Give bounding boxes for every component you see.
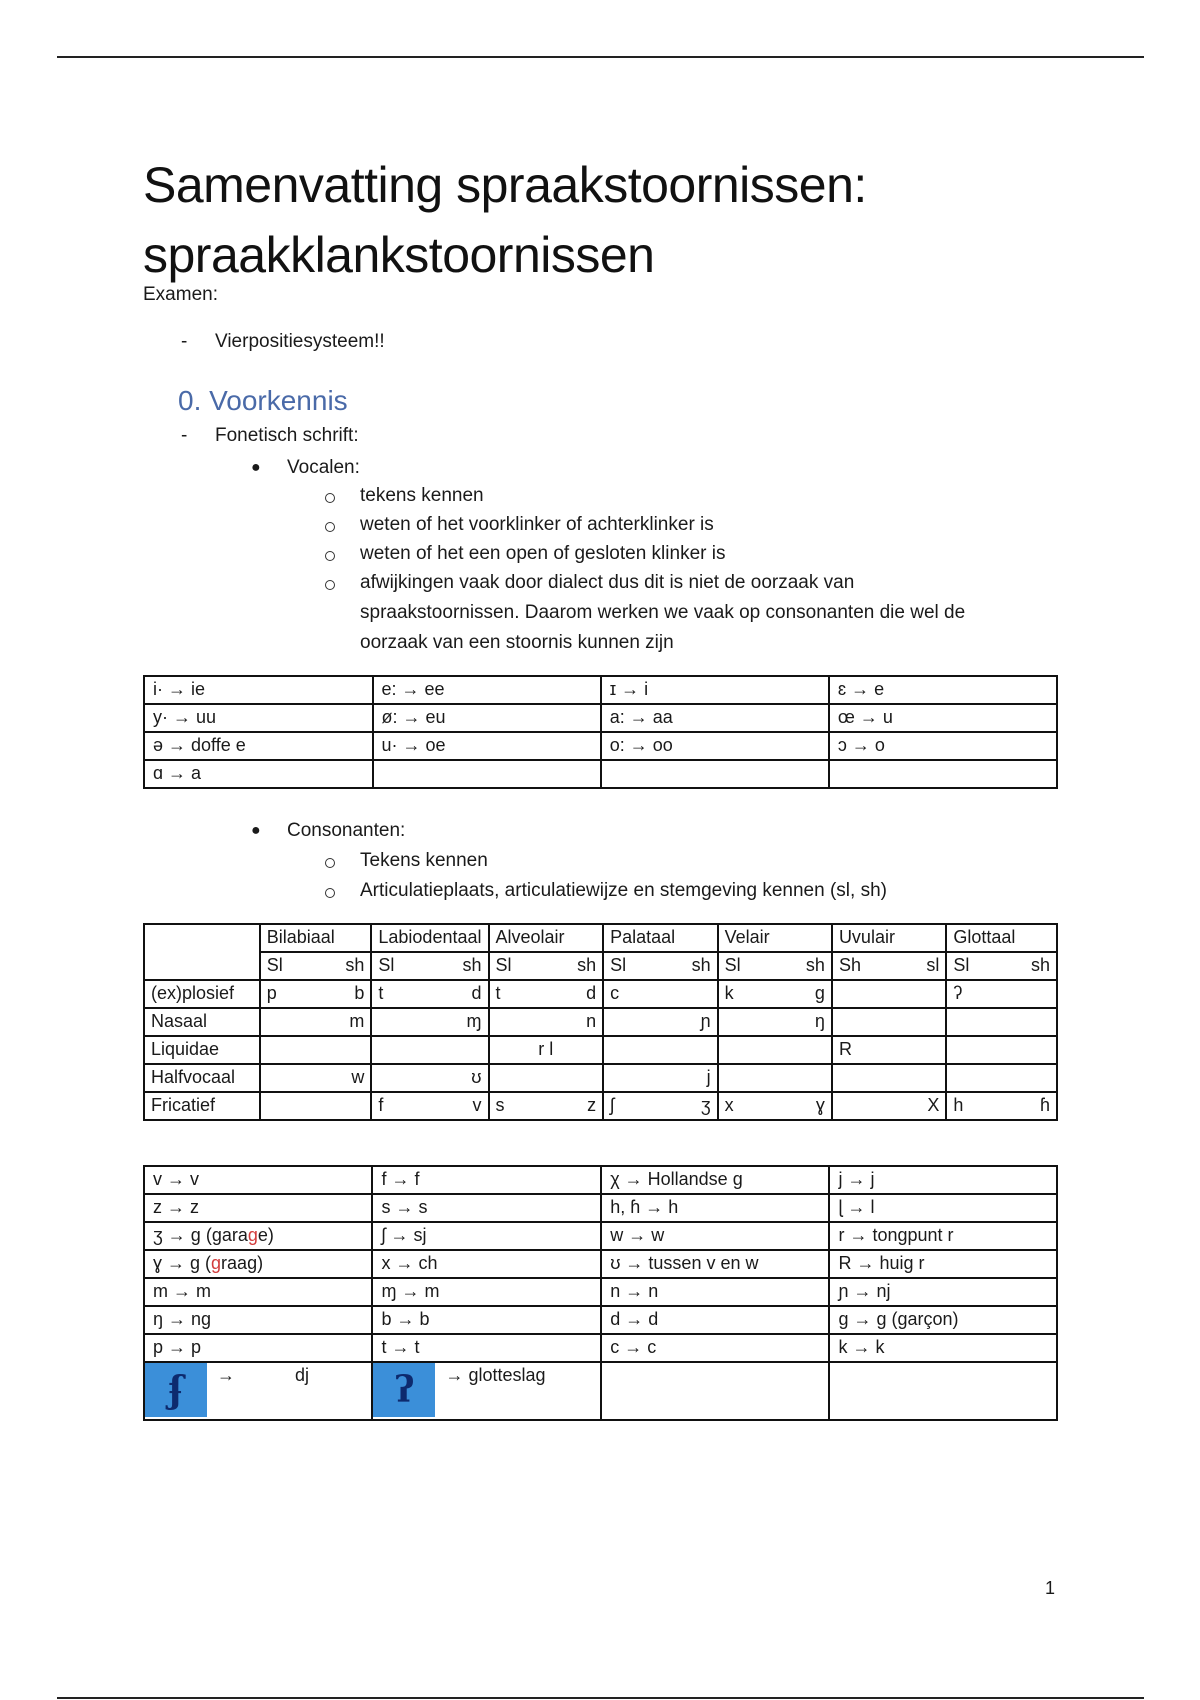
table-cell [601,1306,829,1334]
phoneme-symbol: n [586,1011,597,1031]
table-cell [603,980,718,1008]
table-cell: e: → ee [373,676,601,704]
column-header [946,924,1057,952]
vocalen-subitem: weten of het een open of gesloten klinker is [360,543,726,564]
table-cell [372,1278,601,1306]
mapping-text: → glotteslag [445,1365,546,1385]
table-cell [260,1036,372,1064]
row-header-label: Nasaal [151,1011,208,1031]
symbol-pair [725,1010,825,1032]
mapping-text: χ → Hollandse g [610,1169,743,1189]
table-cell [144,1194,372,1222]
page-number: 1 [1045,1578,1056,1598]
table-cell [373,760,601,788]
phoneme-symbol: R [838,1039,852,1059]
examen-label: Examen: [143,284,218,305]
circle-bullet-icon [325,493,335,503]
mapping-text: g → g (garçon) [838,1309,959,1329]
voicing-pair [496,954,597,976]
table-cell [718,980,832,1008]
table-cell [832,1036,946,1064]
row-header [144,1008,260,1036]
symbol-pair [725,1094,825,1116]
table-cell [829,1166,1057,1194]
symbol-pair [610,1094,711,1116]
symbol-pair [378,1010,481,1032]
table-cell [829,1250,1057,1278]
glottal-stop-symbol-image: ʔ [373,1363,435,1417]
phoneme-symbol: ʊ [471,1067,482,1087]
voicing-label: sh [462,955,482,975]
vocalen-subitem-cont: oorzaak van een stoornis kunnen zijn [360,632,674,653]
table-row [144,1036,1057,1064]
examen-item: Vierpositiesysteem!! [215,331,385,352]
voicing-label: Sh [838,955,861,975]
top-rule [57,56,1144,58]
row-header-label: (ex)plosief [151,983,235,1003]
table-cell [144,1250,372,1278]
table-cell [718,1064,832,1092]
table-cell [489,1064,604,1092]
mapping-text: n → n [610,1281,659,1301]
symbol-pair [267,1066,365,1088]
consonant-table [143,923,1058,1121]
phoneme-symbol: p [266,983,277,1003]
table-row [144,1306,1057,1334]
table-cell [144,924,260,980]
phoneme-symbol: v [472,1095,482,1115]
mapping-text: p → p [153,1337,202,1357]
table-cell [829,1306,1057,1334]
circle-bullet-icon [325,888,335,898]
table-cell [371,952,488,980]
table-cell [372,1306,601,1334]
table-cell [718,1092,832,1120]
voicing-label: Sl [266,955,283,975]
table-cell [946,952,1057,980]
voicing-pair [267,954,365,976]
table-cell [144,1278,372,1306]
table-cell [144,1306,372,1334]
voicing-label: Sl [495,955,512,975]
table-cell: œ → u [829,704,1057,732]
column-header-label: Velair [724,927,770,947]
table-cell [372,1250,601,1278]
symbol-pair [496,1094,597,1116]
bullet-icon: ● [251,822,261,839]
mapping-text: m → m [153,1281,211,1301]
symbol-pair [496,1038,597,1060]
mapping-text: k → k [838,1337,885,1357]
circle-bullet-icon [325,551,335,561]
voicing-label: sh [577,955,597,975]
table-cell [371,1092,488,1120]
phoneme-symbol: t [495,983,501,1003]
column-header [489,924,604,952]
table-cell [371,1008,488,1036]
vowel-table [143,675,1058,789]
voicing-pair [378,954,481,976]
symbol-pair [267,982,365,1004]
phoneme-symbol: ʒ [700,1095,711,1115]
section-heading: 0. Voorkennis [178,385,348,416]
symbol-pair [496,982,597,1004]
table-cell [946,1036,1057,1064]
voicing-label: Sl [378,955,395,975]
table-cell [372,1166,601,1194]
table-cell [371,1064,488,1092]
table-cell [829,1334,1057,1362]
mapping-text: ɱ → m [381,1281,440,1301]
phoneme-symbol: ɱ [466,1011,482,1031]
mapping-text: ʒ → g (garage) [153,1225,274,1245]
table-cell [718,1008,832,1036]
symbol-pair [610,1010,711,1032]
table-row [144,676,1057,704]
table-row [144,924,1057,952]
column-header-label: Labiodentaal [378,927,482,947]
fonetisch-item: Fonetisch schrift: [215,425,359,446]
table-row [144,1008,1057,1036]
phoneme-symbol: ɲ [700,1011,711,1031]
column-header-label: Uvulair [838,927,895,947]
table-cell [372,1222,601,1250]
symbol-pair [267,1010,365,1032]
voicing-label: Sl [953,955,970,975]
bullet-icon: ● [251,459,261,476]
table-cell [372,1334,601,1362]
mapping-text: ŋ → ng [153,1309,212,1329]
symbol-pair [953,982,1050,1004]
mapping-text: d → d [610,1309,659,1329]
symbol-pair [725,982,825,1004]
voicing-label: sh [805,955,825,975]
table-cell [372,1194,601,1222]
table-cell [832,952,946,980]
table-cell [601,1166,829,1194]
phoneme-symbol: h [953,1095,964,1115]
phoneme-symbol: d [586,983,597,1003]
table-cell: u· → oe [373,732,601,760]
list-dash: - [181,425,188,446]
symbol-pair [378,1066,481,1088]
column-header-label: Bilabiaal [266,927,335,947]
phoneme-symbol: ɦ [1039,1095,1050,1115]
table-cell [603,952,718,980]
table-cell: ɪ → i [601,676,829,704]
consonanten-subitem: Tekens kennen [360,850,488,871]
table-cell: ə → doffe e [144,732,373,760]
mapping-text: ʊ → tussen v en w [610,1253,759,1273]
table-cell [829,1362,1057,1420]
phoneme-symbol: d [471,983,482,1003]
phoneme-symbol: ɣ [815,1095,825,1115]
mapping-text: j → j [838,1169,875,1189]
phoneme-symbol: s [495,1095,505,1115]
vocalen-subitem: weten of het voorklinker of achterklinker is [360,514,714,535]
column-header-label: Palataal [610,927,676,947]
table-cell [371,1036,488,1064]
table-cell [603,1064,718,1092]
table-row [144,1092,1057,1120]
table-cell [489,980,604,1008]
mapping-text: z → z [153,1197,200,1217]
page-title: Samenvatting spraakstoornissen: spraakklankstoornissen [143,157,867,283]
phoneme-symbol: m [349,1011,365,1031]
table-cell [601,1194,829,1222]
table-row [144,1250,1057,1278]
table-cell [718,1036,832,1064]
symbol-pair [839,1094,939,1116]
voicing-pair [953,954,1050,976]
mapping-text: t → t [381,1337,420,1357]
highlighted-letter: g [247,1225,258,1245]
voicing-label: sl [926,955,940,975]
mapping-text: f → f [381,1169,420,1189]
table-cell [832,1008,946,1036]
table-cell: ɛ → e [829,676,1057,704]
mapping-text: ɲ → nj [838,1281,891,1301]
highlighted-letter: g [211,1253,222,1273]
mapping-text: v → v [153,1169,200,1189]
table-cell [601,1250,829,1278]
voicing-label: sh [345,955,365,975]
column-header [371,924,488,952]
circle-bullet-icon [325,522,335,532]
mapping-text: r → tongpunt r [838,1225,954,1245]
table-row [144,704,1057,732]
consonanten-subitem: Articulatieplaats, articulatiewijze en stemgeving kennen (sl, sh) [360,880,887,901]
row-header [144,980,260,1008]
vocalen-item: Vocalen: [287,457,360,478]
column-header-label: Glottaal [953,927,1016,947]
table-cell [260,980,372,1008]
table-cell [144,1362,372,1420]
table-cell [260,952,372,980]
row-header-label: Fricatief [151,1095,216,1115]
column-header [260,924,372,952]
column-header [832,924,946,952]
table-row [144,980,1057,1008]
mapping-text: b → b [381,1309,430,1329]
table-cell [832,1092,946,1120]
voicing-label: Sl [724,955,741,975]
table-row [144,1278,1057,1306]
mapping-text: x → ch [381,1253,438,1273]
table-row [144,1064,1057,1092]
table-cell: i· → ie [144,676,373,704]
circle-bullet-icon [325,580,335,590]
mapping-text: h, ɦ → h [610,1197,679,1217]
phoneme-symbol: w [351,1067,365,1087]
table-cell [603,1036,718,1064]
row-header [144,1036,260,1064]
table-cell: ø: → eu [373,704,601,732]
list-dash: - [181,331,188,352]
table-row [144,1334,1057,1362]
mapping-text: w → w [610,1225,665,1245]
table-row [144,1362,1057,1420]
mapping-text: c → c [610,1337,657,1357]
symbol-pair [610,982,711,1004]
table-cell [371,980,488,1008]
phoneme-symbol: ʔ [953,983,963,1003]
table-row [144,760,1057,788]
vocalen-subitem-cont: spraakstoornissen. Daarom werken we vaak op consonanten die wel de [360,602,966,623]
consonanten-item: Consonanten: [287,820,406,841]
phoneme-symbol: ʃ [610,1095,615,1115]
symbol-pair [378,1094,481,1116]
table-cell [832,980,946,1008]
table-cell [601,1278,829,1306]
phoneme-symbol: f [378,1095,384,1115]
column-header [603,924,718,952]
table-row [144,1194,1057,1222]
table-cell: o: → oo [601,732,829,760]
table-cell [829,1222,1057,1250]
symbol-pair [610,1066,711,1088]
table-cell [372,1362,601,1420]
table-cell [829,760,1057,788]
vocalen-subitem: tekens kennen [360,485,484,506]
phoneme-symbol: c [610,983,620,1003]
table-row [144,952,1057,980]
voicing-pair [725,954,825,976]
table-cell [601,760,829,788]
arrow-icon: → [217,1365,235,1385]
mapping-text: dj [295,1365,310,1385]
symbol-mapping-table [143,1165,1058,1421]
bottom-rule [57,1697,1144,1699]
row-header [144,1064,260,1092]
table-cell [946,1092,1057,1120]
voicing-label: Sl [610,955,627,975]
symbol-pair [839,1038,939,1060]
table-cell [829,1194,1057,1222]
table-cell [601,1362,829,1420]
phoneme-symbol: b [354,983,365,1003]
symbol-pair [378,982,481,1004]
column-header [718,924,832,952]
dj-symbol-image: ʄ [145,1363,207,1417]
phoneme-symbol: r l [538,1039,554,1059]
table-cell: ɔ → o [829,732,1057,760]
table-cell [946,980,1057,1008]
mapping-text: R → huig r [838,1253,925,1273]
vocalen-subitem: afwijkingen vaak door dialect dus dit is niet de oorzaak van [360,572,855,593]
table-row [144,1222,1057,1250]
table-cell [489,952,604,980]
table-cell [489,1092,604,1120]
phoneme-symbol: z [587,1095,597,1115]
table-cell [946,1008,1057,1036]
table-cell [718,952,832,980]
mapping-text: ɭ → l [838,1197,875,1217]
table-row [144,1166,1057,1194]
column-header-label: Alveolair [495,927,565,947]
table-cell [144,1166,372,1194]
phoneme-symbol: X [927,1095,940,1115]
phoneme-symbol: x [724,1095,734,1115]
voicing-pair [610,954,711,976]
table-cell [829,1278,1057,1306]
row-header-label: Halfvocaal [151,1067,236,1087]
table-row [144,732,1057,760]
symbol-pair [953,1094,1050,1116]
table-cell: y· → uu [144,704,373,732]
circle-bullet-icon [325,858,335,868]
mapping-text: ʃ → sj [381,1225,427,1245]
table-cell [832,1064,946,1092]
table-cell [260,1008,372,1036]
table-cell [144,1222,372,1250]
table-cell [144,1334,372,1362]
table-cell [603,1008,718,1036]
phoneme-symbol: g [814,983,825,1003]
row-header-label: Liquidae [151,1039,220,1059]
symbol-pair [496,1010,597,1032]
voicing-pair [839,954,939,976]
table-cell: ɑ → a [144,760,373,788]
table-cell [946,1064,1057,1092]
table-cell [603,1092,718,1120]
voicing-label: sh [691,955,711,975]
mapping-text: s → s [381,1197,428,1217]
phoneme-symbol: k [724,983,734,1003]
phoneme-symbol: t [378,983,384,1003]
table-cell [601,1334,829,1362]
table-cell [260,1064,372,1092]
table-cell: a: → aa [601,704,829,732]
phoneme-symbol: j [706,1067,711,1087]
row-header [144,1092,260,1120]
mapping-text: ɣ → g (graag) [153,1253,264,1273]
voicing-label: sh [1030,955,1050,975]
phoneme-symbol: ŋ [814,1011,825,1031]
table-cell [489,1036,604,1064]
table-cell [489,1008,604,1036]
table-cell [601,1222,829,1250]
table-cell [260,1092,372,1120]
